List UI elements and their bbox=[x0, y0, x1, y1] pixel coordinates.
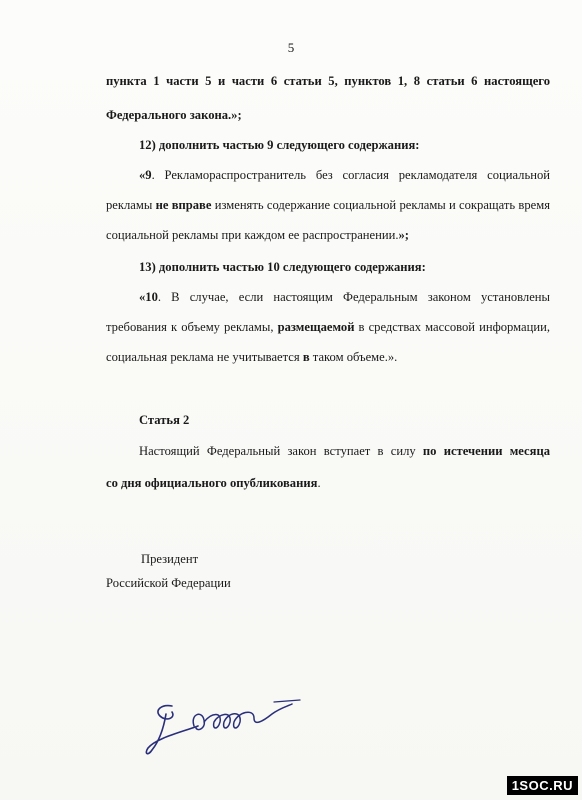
emphasis: по истечении месяца bbox=[422, 444, 550, 458]
item-12-text: 12) дополнить частью 9 следующего содержания: bbox=[139, 138, 420, 152]
text-fragment: рекламы bbox=[106, 198, 156, 212]
emphasis: в bbox=[302, 350, 310, 364]
emphasis: не вправе bbox=[155, 198, 212, 212]
text-line bbox=[106, 282, 550, 312]
text-line bbox=[106, 220, 550, 250]
text-line bbox=[106, 468, 550, 498]
emphasis: со дня официального опубликования bbox=[106, 476, 318, 490]
text-fragment: социальная реклама не учитывается bbox=[106, 350, 303, 364]
text-line bbox=[106, 342, 550, 372]
part-number: «10 bbox=[139, 290, 158, 304]
watermark-badge: 1SOC.RU bbox=[507, 776, 578, 795]
text-fragment: изменять содержание социальной рекламы и сокращать время bbox=[211, 198, 550, 212]
quote-open: « bbox=[139, 168, 146, 182]
text-fragment: Настоящий Федеральный закон вступает в силу bbox=[139, 444, 423, 458]
text-line bbox=[106, 160, 550, 190]
article-title-text: Статья 2 bbox=[139, 413, 190, 427]
text-fragment: социальной рекламы при каждом ее распространении. bbox=[106, 228, 399, 242]
part-9-paragraph bbox=[106, 160, 550, 250]
text-line bbox=[106, 436, 550, 466]
item-12-heading bbox=[106, 130, 550, 160]
page-number: 5 bbox=[287, 40, 295, 55]
text-fragment: в средствах массовой информации, bbox=[354, 320, 550, 334]
article-paragraph bbox=[106, 436, 550, 498]
text-fragment: таком объеме.». bbox=[309, 350, 398, 364]
emphasis: размещаемой bbox=[277, 320, 355, 334]
signer-organization: Российской Федерации bbox=[106, 576, 231, 590]
paragraph-continuation bbox=[106, 66, 550, 130]
text-line: пункта 1 части 5 и части 6 статьи 5, пунктов 1, 8 статьи 6 настоящего bbox=[106, 74, 550, 88]
text-line: Федерального закона.»; bbox=[106, 108, 242, 122]
text-fragment: . В случае, если настоящим Федеральным законом установлены bbox=[157, 290, 550, 304]
part-10-paragraph bbox=[106, 282, 550, 372]
signature-image bbox=[142, 692, 312, 762]
item-13-heading bbox=[106, 252, 550, 282]
text-line bbox=[106, 190, 550, 220]
text-line bbox=[106, 312, 550, 342]
article-title bbox=[139, 405, 339, 435]
text-fragment: . bbox=[317, 476, 321, 490]
part-number: 9 bbox=[145, 168, 152, 182]
text-fragment: . Рекламораспространитель без согласия рекламодателя социальной bbox=[151, 168, 550, 182]
signer-title: Президент bbox=[141, 552, 199, 566]
quote-close: »; bbox=[398, 228, 409, 242]
text-fragment: требования к объему рекламы, bbox=[106, 320, 278, 334]
item-13-text: 13) дополнить частью 10 следующего содержания: bbox=[139, 260, 426, 274]
